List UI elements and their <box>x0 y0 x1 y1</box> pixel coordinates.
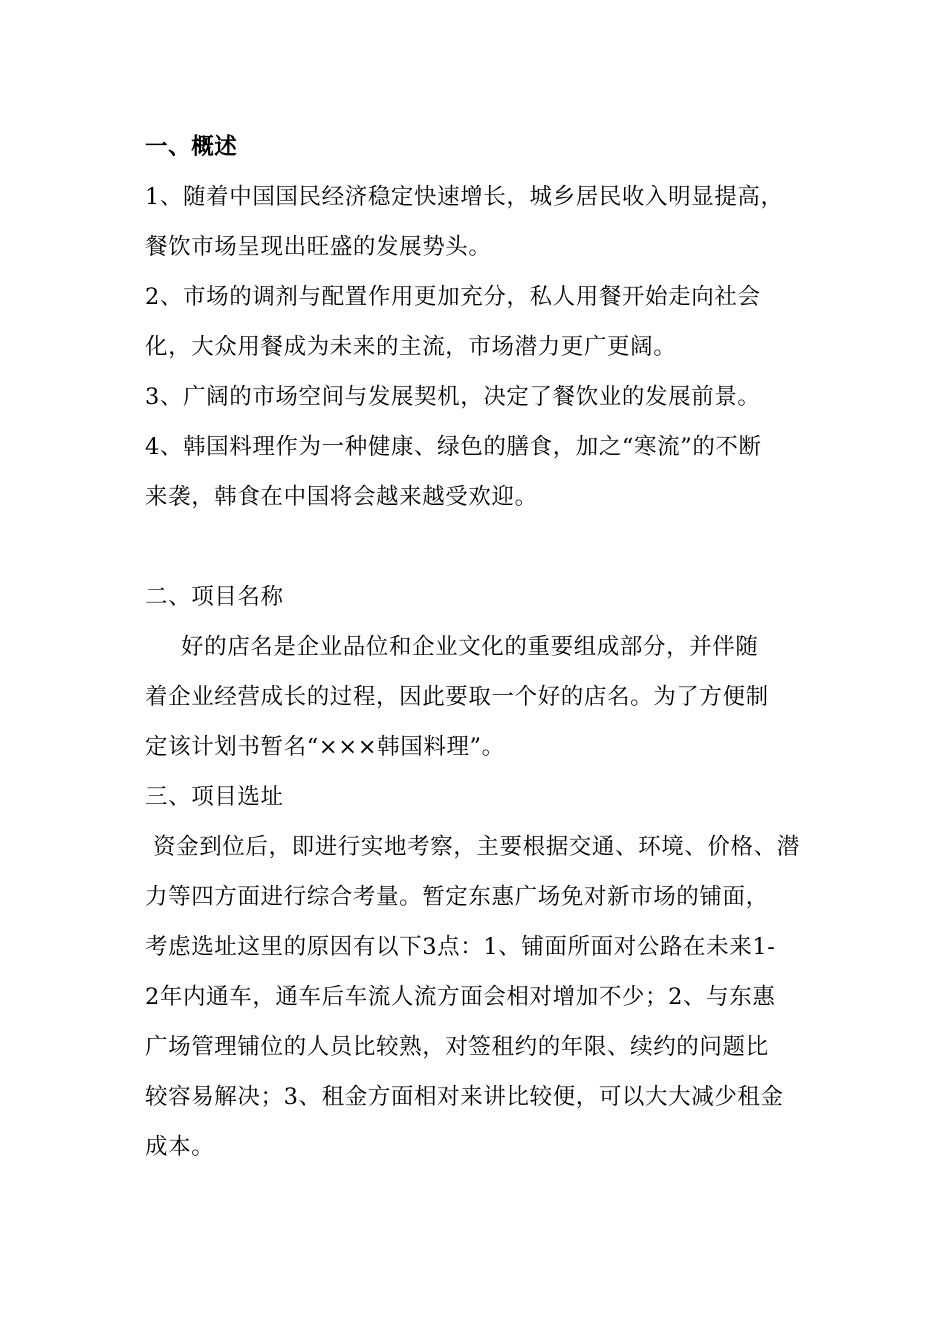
paragraph-line: 定该计划书暂名“×××韩国料理”。 <box>145 734 505 760</box>
paragraph-line: 着企业经营成长的过程，因此要取一个好的店名。为了方便制 <box>145 684 769 710</box>
blank-line <box>145 522 810 572</box>
paragraph-line: 2、市场的调剂与配置作用更加充分，私人用餐开始走向社会 <box>145 284 761 310</box>
section-heading-site-selection: 三、项目选址 <box>145 784 284 810</box>
paragraph-line: 较容易解决；3、租金方面相对来讲比较便，可以大大减少租金 <box>145 1084 784 1110</box>
paragraph-line: 好的店名是企业品位和企业文化的重要组成部分，并伴随 <box>181 634 759 660</box>
paragraph-line: 力等四方面进行综合考量。暂定东惠广场免对新市场的铺面， <box>145 884 769 910</box>
section-heading-project-name: 二、项目名称 <box>145 584 284 610</box>
paragraph-line: 化，大众用餐成为未来的主流，市场潜力更广更阔。 <box>145 334 677 360</box>
paragraph-line: 餐饮市场呈现出旺盛的发展势头。 <box>145 234 492 260</box>
paragraph-line: 来袭，韩食在中国将会越来越受欢迎。 <box>145 484 538 510</box>
paragraph-line: 1、随着中国国民经济稳定快速增长，城乡居民收入明显提高， <box>145 184 784 210</box>
paragraph-line: 广场管理铺位的人员比较熟，对签租约的年限、续约的问题比 <box>145 1034 769 1060</box>
paragraph-line: 4、韩国料理作为一种健康、绿色的膳食，加之“寒流”的不断 <box>145 434 762 460</box>
paragraph-line: 成本。 <box>145 1134 215 1160</box>
paragraph-line: 资金到位后，即进行实地考察，主要根据交通、环境、价格、潜 <box>153 834 800 860</box>
paragraph-line: 考虑选址这里的原因有以下3点：1、铺面所面对公路在未来1- <box>145 934 776 960</box>
section-heading-overview: 一、概述 <box>145 134 238 160</box>
paragraph-line: 2年内通车，通车后车流人流方面会相对增加不少；2、与东惠 <box>145 984 776 1010</box>
paragraph-line: 3、广阔的市场空间与发展契机，决定了餐饮业的发展前景。 <box>145 384 761 410</box>
document-page <box>145 122 810 1172</box>
